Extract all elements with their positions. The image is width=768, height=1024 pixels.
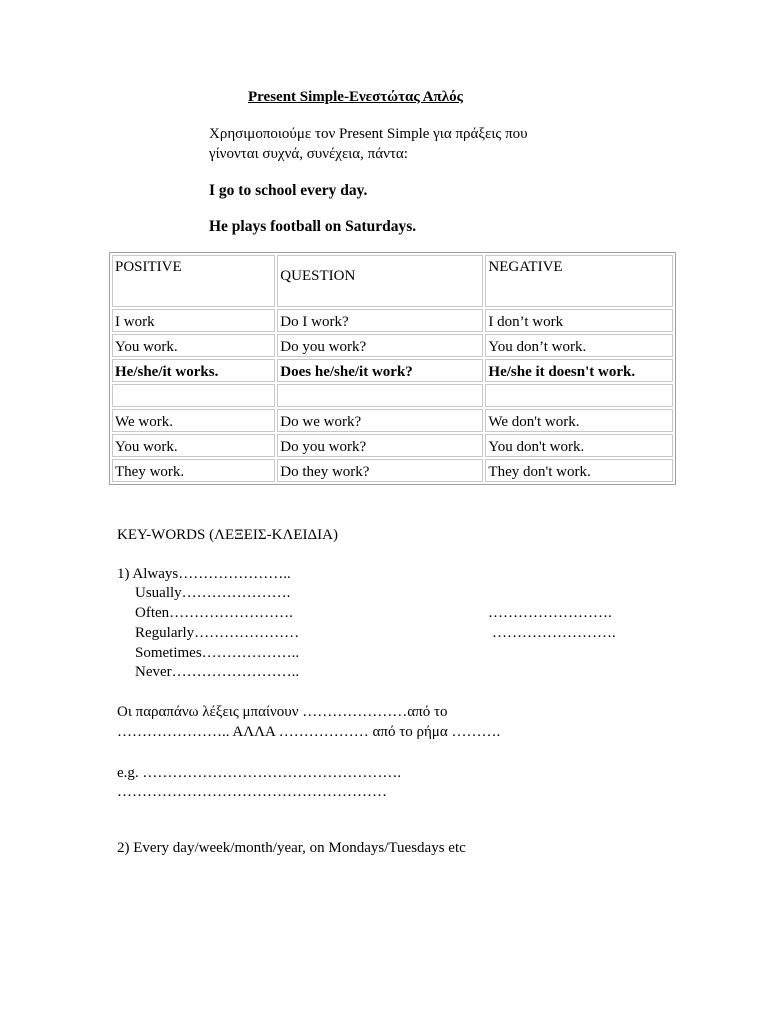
table-row [112,409,673,432]
table-row [112,334,673,357]
keywords-heading: KEY-WORDS (ΛΕΞΕΙΣ-ΚΛΕΙΔΙΑ) [117,527,338,543]
question-cell: Do you work? [277,334,483,357]
keyword-item-2: 2) Every day/week/month/year, on Mondays/Tuesdays etc [117,840,466,856]
example-sentence-1: I go to school every day. [209,182,368,199]
negative-cell: You don’t work. [485,334,673,357]
question-cell [277,384,483,407]
question-cell: Do you work? [277,434,483,457]
example-blank-line-1: e.g. ……………………………………………. [117,765,402,781]
positive-cell: We work. [112,409,275,432]
question-cell: Do they work? [277,459,483,482]
negative-cell: He/she it doesn't work. [485,359,673,382]
keyword-never: Never…………………….. [135,664,300,680]
table-header-row [112,255,673,307]
conjugation-table [109,252,676,485]
positive-cell: He/she/it works. [112,359,275,382]
negative-cell [485,384,673,407]
positive-cell: You work. [112,334,275,357]
negative-cell: They don't work. [485,459,673,482]
negative-cell: We don't work. [485,409,673,432]
rule-line-2: ………………….. ΑΛΛΑ ……………… από το ρήμα ………. [117,724,501,740]
positive-cell: You work. [112,434,275,457]
table-row [112,359,673,382]
table-row [112,459,673,482]
question-cell: Do I work? [277,309,483,332]
table-row [112,309,673,332]
header-negative: NEGATIVE [485,255,673,307]
table-row-empty [112,384,673,407]
blank-dots-right-2: ……………………. [492,625,616,641]
keyword-sometimes: Sometimes……………….. [135,645,300,661]
question-cell: Do we work? [277,409,483,432]
negative-cell: You don't work. [485,434,673,457]
question-cell: Does he/she/it work? [277,359,483,382]
keyword-usually: Usually…………………. [135,585,291,601]
header-positive: POSITIVE [112,255,275,307]
intro-line-1: Χρησιμοποιούμε τον Present Simple για πράξεις που [209,126,528,142]
intro-line-2: γίνονται συχνά, συνέχεια, πάντα: [209,146,408,162]
example-sentence-2: He plays football on Saturdays. [209,218,417,235]
keyword-often: Often……………………. [135,605,293,621]
example-blank-line-2: ……………………………………………… [117,784,387,800]
rule-line-1: Οι παραπάνω λέξεις μπαίνουν …………………από το [117,704,448,720]
blank-dots-right-1: ……………………. [488,605,612,621]
table-row [112,434,673,457]
keyword-regularly: Regularly………………… [135,625,300,641]
page-title: Present Simple-Ενεστώτας Απλός [248,89,463,105]
positive-cell: They work. [112,459,275,482]
negative-cell: I don’t work [485,309,673,332]
positive-cell: I work [112,309,275,332]
header-question: QUESTION [277,255,483,307]
keyword-always: 1) Always………………….. [117,566,291,582]
positive-cell [112,384,275,407]
